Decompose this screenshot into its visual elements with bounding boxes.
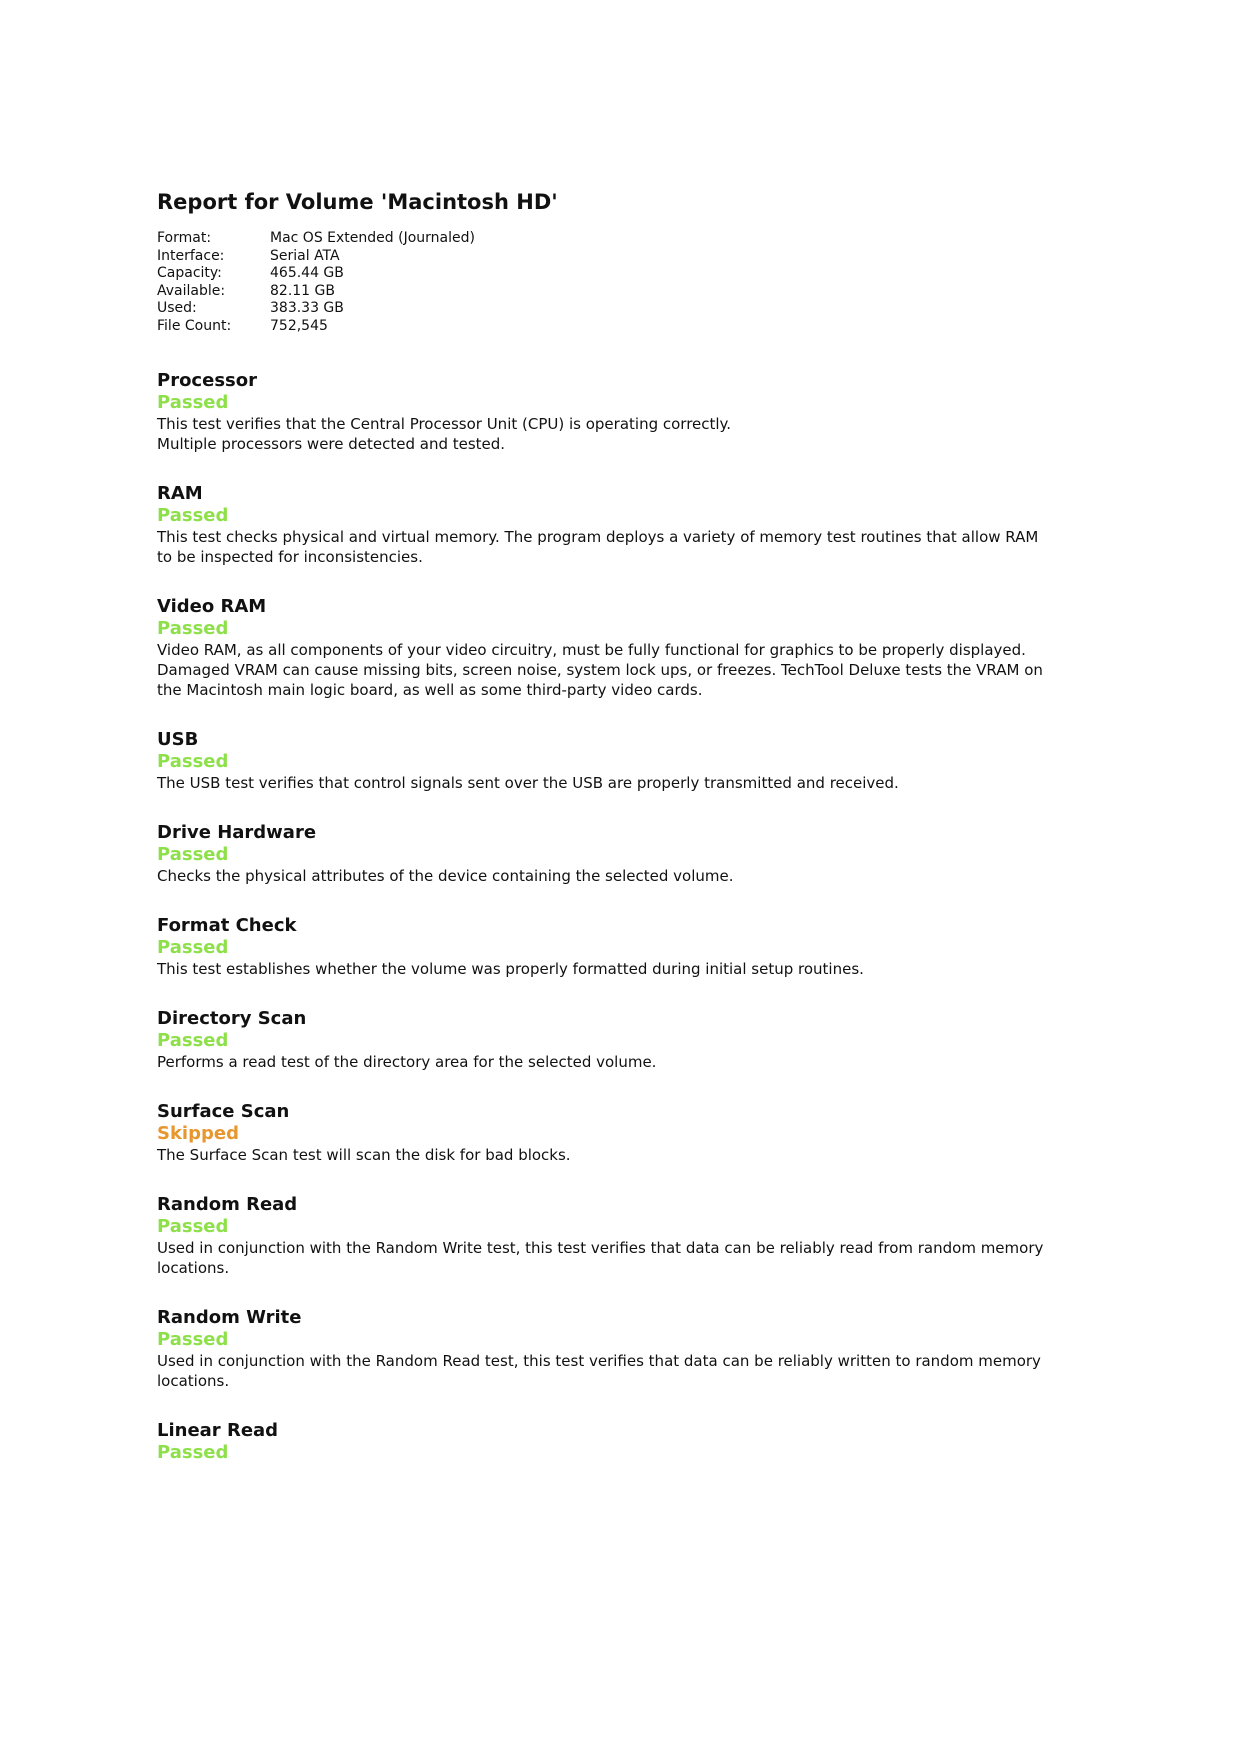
test-name: Random Read (157, 1194, 298, 1215)
volume-info-row (157, 318, 475, 336)
volume-info-table (157, 230, 475, 335)
test-status: Passed (157, 1030, 229, 1051)
test-section-drive-hardware (157, 821, 1097, 886)
volume-info-label: Available: (157, 282, 226, 299)
test-section-format-check (157, 914, 1097, 979)
test-section-surface-scan (157, 1100, 1097, 1165)
test-name: RAM (157, 483, 203, 504)
volume-info-value: 82.11 GB (270, 282, 335, 299)
test-name: Linear Read (157, 1420, 279, 1441)
test-description: The USB test verifies that control signals sent over the USB are properly transmitted and received. (157, 774, 899, 792)
volume-info-label: Format: (157, 230, 212, 246)
volume-info-label: Used: (157, 300, 197, 316)
test-status: Skipped (157, 1123, 239, 1144)
test-status: Passed (157, 1216, 229, 1237)
test-status: Passed (157, 937, 229, 958)
test-description: This test checks physical and virtual memory. The program deploys a variety of memory test routines that allow RAM to be inspected for inconsistencies. (157, 528, 1039, 566)
volume-info-value: 752,545 (270, 317, 328, 334)
report-title: Report for Volume 'Macintosh HD' (157, 190, 558, 214)
test-name: Drive Hardware (157, 822, 317, 843)
test-description: This test verifies that the Central Processor Unit (CPU) is operating correctly. Multiple processors were detected and tested. (157, 415, 732, 453)
test-section-random-write (157, 1306, 1097, 1391)
test-description: This test establishes whether the volume was properly formatted during initial setup routines. (157, 960, 864, 978)
volume-info-label: Capacity: (157, 265, 222, 281)
test-name: Processor (157, 370, 257, 391)
volume-info-value: 465.44 GB (270, 265, 344, 281)
volume-info-row (157, 265, 475, 283)
test-name: Random Write (157, 1307, 302, 1328)
report-page (157, 188, 1097, 1464)
test-section-linear-read (157, 1419, 1097, 1464)
test-name: Directory Scan (157, 1008, 307, 1029)
volume-info-row (157, 283, 475, 301)
test-name: Surface Scan (157, 1101, 290, 1122)
volume-info-value: Serial ATA (270, 247, 340, 264)
test-status: Passed (157, 392, 229, 413)
test-description: Video RAM, as all components of your video circuitry, must be fully functional for graphics to be properly displayed. Damaged VRAM can cause missing bits, screen noise, system lock ups, or freezes. TechTool Deluxe tests the VRAM on the Macintosh main logic board, as well as some third-party video cards. (157, 641, 1043, 699)
test-section-random-read (157, 1193, 1097, 1278)
test-section-ram (157, 482, 1097, 567)
test-description: Checks the physical attributes of the device containing the selected volume. (157, 867, 734, 885)
volume-info-label: Interface: (157, 247, 225, 264)
test-status: Passed (157, 618, 229, 639)
volume-info-row (157, 248, 475, 266)
test-sections (157, 369, 1097, 1464)
test-section-video-ram (157, 595, 1097, 700)
volume-info-row (157, 230, 475, 248)
test-status: Passed (157, 844, 229, 865)
test-description: Performs a read test of the directory area for the selected volume. (157, 1053, 657, 1071)
test-description: Used in conjunction with the Random Write test, this test verifies that data can be reliably read from random memory locations. (157, 1239, 1044, 1277)
test-section-usb (157, 728, 1097, 793)
test-section-processor (157, 369, 1097, 454)
volume-info-row (157, 300, 475, 318)
test-description: Used in conjunction with the Random Read test, this test verifies that data can be reliably written to random memory locations. (157, 1352, 1041, 1390)
test-status: Passed (157, 1329, 229, 1350)
test-description: The Surface Scan test will scan the disk for bad blocks. (157, 1146, 571, 1164)
test-section-directory-scan (157, 1007, 1097, 1072)
test-status: Passed (157, 505, 229, 526)
test-status: Passed (157, 1442, 229, 1463)
test-name: Format Check (157, 915, 297, 936)
test-name: Video RAM (157, 596, 267, 617)
volume-info-label: File Count: (157, 317, 232, 334)
test-name: USB (157, 729, 199, 750)
volume-info-value: 383.33 GB (270, 300, 344, 316)
test-status: Passed (157, 751, 229, 772)
volume-info-value: Mac OS Extended (Journaled) (270, 230, 475, 246)
